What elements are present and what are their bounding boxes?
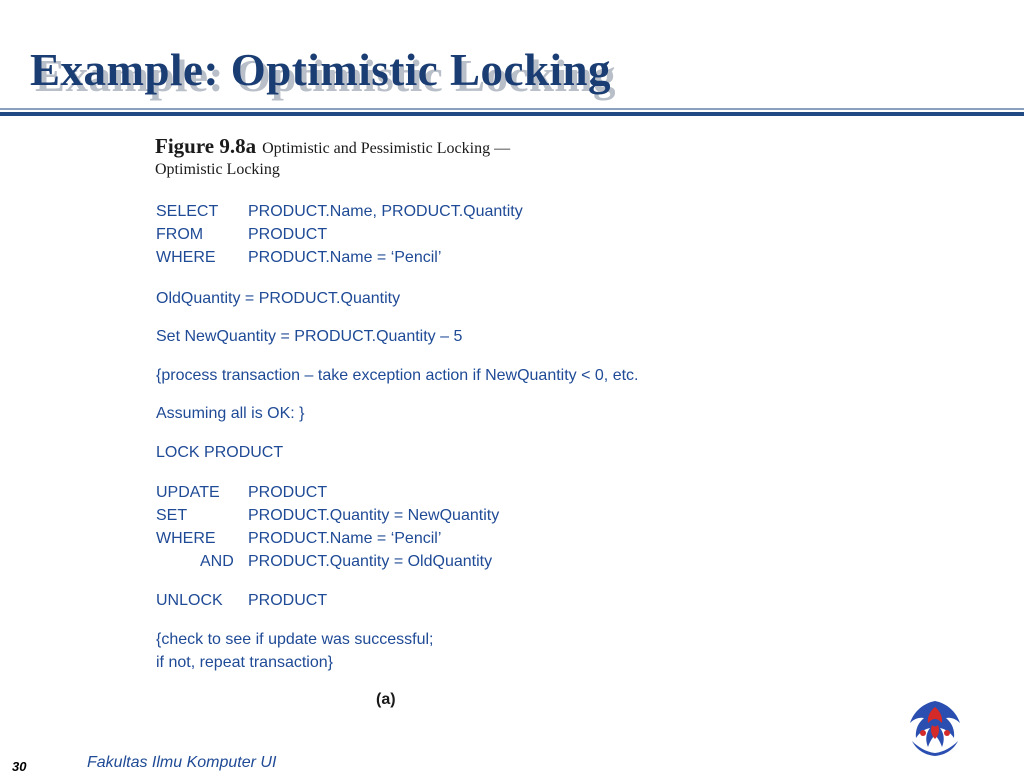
select-keyword: SELECT <box>156 203 219 220</box>
page-number: 30 <box>12 759 27 774</box>
old-quantity-line: OldQuantity = PRODUCT.Quantity <box>156 290 401 307</box>
update-keyword: UPDATE <box>156 484 220 501</box>
figure-subtitle: Optimistic Locking <box>155 161 280 178</box>
from-arguments: PRODUCT <box>248 226 328 243</box>
figure-number: Figure 9.8a <box>155 134 257 158</box>
from-keyword: FROM <box>156 226 204 243</box>
where-arguments: PRODUCT.Name = ‘Pencil’ <box>248 249 442 266</box>
select-arguments: PRODUCT.Name, PRODUCT.Quantity <box>248 203 523 220</box>
unlock-arguments: PRODUCT <box>248 592 328 609</box>
figure-title: Optimistic and Pessimistic Locking — <box>262 140 511 157</box>
new-quantity-line: Set NewQuantity = PRODUCT.Quantity – 5 <box>156 328 463 345</box>
assuming-line: Assuming all is OK: } <box>156 405 305 422</box>
lock-line: LOCK PRODUCT <box>156 444 284 461</box>
where-keyword: WHERE <box>156 530 216 547</box>
university-logo-icon <box>906 697 964 759</box>
check-line-1: {check to see if update was successful; <box>156 631 434 648</box>
footer-text: Fakultas Ilmu Komputer UI <box>87 754 277 771</box>
check-line-2: if not, repeat transaction} <box>156 654 333 671</box>
slide-title: Example: Optimistic Locking <box>30 45 612 95</box>
process-line: {process transaction – take exception action if NewQuantity < 0, etc. <box>156 367 639 384</box>
unlock-keyword: UNLOCK <box>156 592 223 609</box>
and-keyword: AND <box>200 553 234 570</box>
set-arguments: PRODUCT.Quantity = NewQuantity <box>248 507 500 524</box>
title-divider-thin <box>0 108 1024 110</box>
update-arguments: PRODUCT <box>248 484 328 501</box>
figure-label: (a) <box>376 691 396 708</box>
where-arguments: PRODUCT.Name = ‘Pencil’ <box>248 530 442 547</box>
set-keyword: SET <box>156 507 188 524</box>
figure-caption <box>155 134 510 159</box>
where-keyword: WHERE <box>156 249 216 266</box>
and-arguments: PRODUCT.Quantity = OldQuantity <box>248 553 493 570</box>
